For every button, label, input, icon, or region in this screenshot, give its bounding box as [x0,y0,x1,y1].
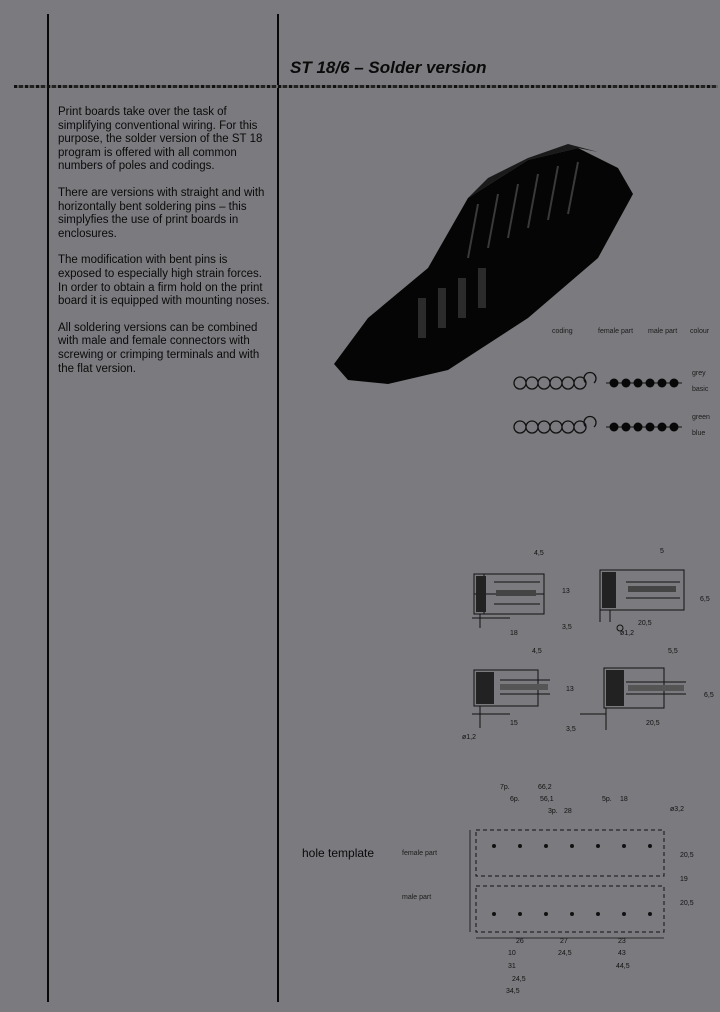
dim-d3-bottom: 15 [510,720,518,727]
ht-dim-23: 23 [618,938,626,945]
ht-dim-right-2: 19 [680,876,688,883]
dim-d4-bottom: 20,5 [646,720,660,727]
colour-label-basic: basic [692,386,709,393]
coding-row-female-2 [512,416,596,438]
coding-row-male-2 [604,418,684,436]
colour-label-green: green [692,414,710,421]
ht-dim-18: 18 [620,796,628,803]
colour-label-blue: blue [692,430,706,437]
ht-dim-7p: 7p. [500,784,510,791]
colour-label-grey: grey [692,370,706,377]
dim-d4-side: 13 [566,686,574,693]
ht-dim-31: 31 [508,963,516,970]
dim-d3-dia: ø1,2 [462,734,477,741]
ht-dim-6p: 6p. [510,796,520,803]
coding-row-male-1 [604,374,684,392]
left-margin-line [47,14,49,1002]
ht-dim-3p: 3p. [548,808,558,815]
ht-dim-10: 10 [508,950,516,957]
dim-d4-right: 6,5 [704,692,714,699]
ht-dim-dia: ø3,2 [670,806,685,813]
column-divider-line [277,14,279,1002]
drawing-bent-male [576,664,692,734]
dim-d1-bottom: 18 [510,630,518,637]
caption-coding: coding [552,328,573,335]
caption-male-part: male part [648,328,678,335]
drawing-straight-female [470,568,550,634]
caption-colour: colour [690,328,710,335]
ht-dim-24-5a: 24,5 [558,950,572,957]
ht-dim-right-3: 20,5 [680,900,694,907]
paragraph-combinations: All soldering versions can be combined with male and female connectors with screwing or crimping terminals and with the flat version. [58,321,260,375]
body-text [58,106,273,389]
connector-photo [328,108,638,388]
header-rule [14,85,718,88]
paragraph-modification: The modification with bent pins is exposed to especially high strain forces. In order to obtain a firm hold on the print board it is equipped with mounting noses. [58,254,270,308]
ht-dim-34-5: 34,5 [506,988,520,995]
coding-row-female-1 [512,372,596,394]
ht-dim-43: 43 [618,950,626,957]
ht-dim-5p: 5p. [602,796,612,803]
dim-d2-side: 6,5 [700,596,710,603]
hole-template-female-part: female part [402,850,438,857]
caption-female-part: female part [598,328,634,335]
dim-d4-low: 3,5 [566,726,576,733]
dim-d2-bottom: 20,5 [638,620,652,627]
ht-dim-56-1: 56,1 [540,796,554,803]
ht-dim-right-1: 20,5 [680,852,694,859]
ht-dim-44-5: 44,5 [616,963,630,970]
dim-d4-top: 5,5 [668,648,678,655]
hole-template-label: hole template [302,846,375,860]
paragraph-print-boards: Print boards take over the task of simplifying conventional wiring. For this purpose, the solder version of the ST 18 program is offered with all common numbers of poles and codings. [58,106,263,173]
ht-dim-24-5b: 24,5 [512,976,526,983]
page-title: ST 18/6 – Solder version [290,58,487,77]
dim-d1-top: 4,5 [534,550,544,557]
dim-d2-top: 5 [660,548,664,555]
hole-template-drawing [470,826,670,940]
dim-d1-side: 13 [562,588,570,595]
dim-d3-top: 4,5 [532,648,542,655]
paragraph-versions: There are versions with straight and with horizontally bent soldering pins – this simplyfies the use of print boards in enclosures. [58,186,265,240]
ht-dim-27: 27 [560,938,568,945]
ht-dim-66-2: 66,2 [538,784,552,791]
dim-d1-low: 3,5 [562,624,572,631]
ht-dim-26: 26 [516,938,524,945]
drawing-bent-female [596,568,692,638]
ht-dim-28: 28 [564,808,572,815]
dim-d2-dia: ø1,2 [620,630,635,637]
hole-template-male-part: male part [402,894,432,901]
